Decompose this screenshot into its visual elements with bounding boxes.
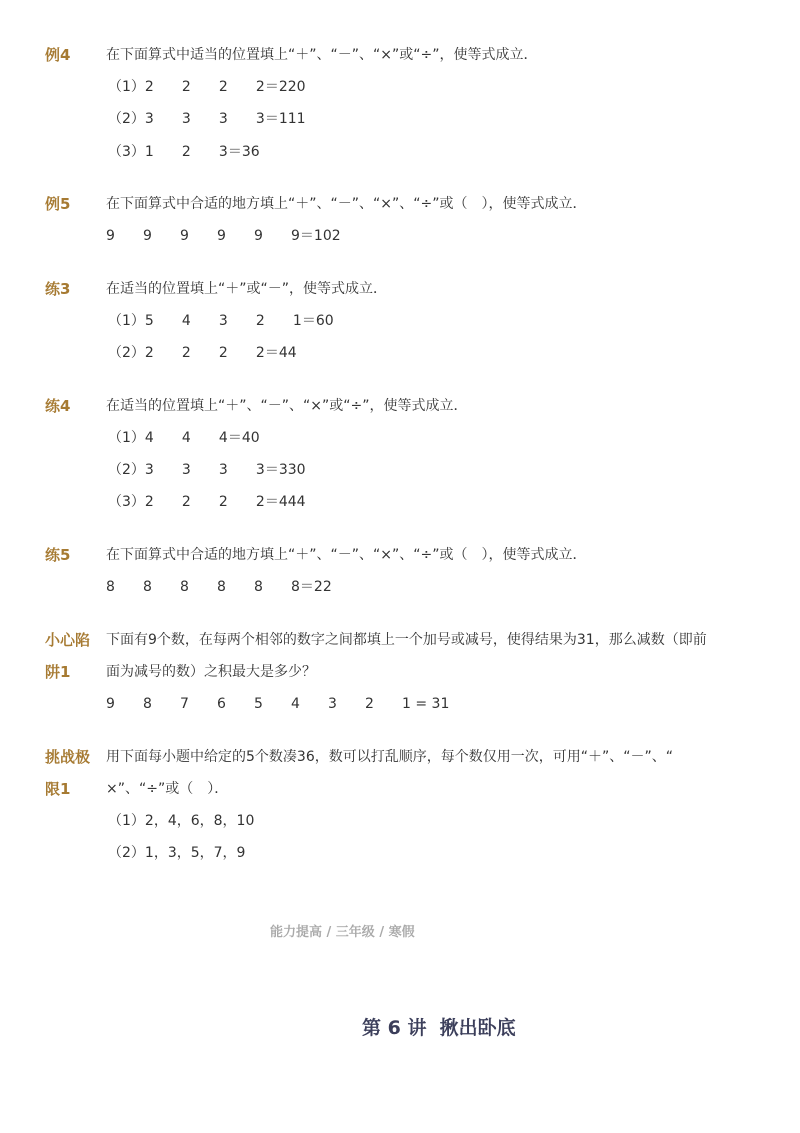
problem-body: [106, 539, 785, 603]
expression-row: [106, 220, 785, 252]
problem-text: 在适当的位置填上“＋”、“－”、“×”或“÷”，使等式成立．: [106, 397, 468, 414]
expression-term: 1＝60: [292, 313, 334, 330]
problem-section: [45, 188, 785, 252]
expression-term: 3: [144, 462, 154, 479]
expression-term: 2: [181, 79, 191, 96]
problem-label: [45, 539, 106, 571]
expression-term: 2: [365, 696, 374, 713]
expression-term: 3: [144, 111, 154, 128]
expression-term: 9: [106, 696, 115, 713]
problem-text: 在下面算式中适当的位置填上“＋”、“－”、“×”或“÷”，使等式成立．: [106, 47, 538, 63]
expression-term: 5: [254, 696, 263, 713]
expression-term: 9: [254, 228, 263, 245]
problem-body: [106, 188, 785, 252]
expression-term: 1: [144, 143, 154, 160]
expression-term: 3: [181, 462, 191, 479]
problem-body: [106, 741, 785, 870]
problem-section: [45, 390, 785, 519]
problem-body: [106, 390, 785, 519]
sub-question-number: （2）: [108, 845, 145, 862]
sub-question-number: （1）: [108, 313, 145, 330]
expression-row: [106, 337, 785, 369]
problem-text: 下面有9个数，在每两个相邻的数字之间都填上一个加号或减号，使得结果为31，那么减数（即前: [106, 631, 707, 648]
expression-row: [106, 454, 785, 486]
sub-question-number: （1）: [108, 430, 145, 447]
problem-label: [45, 741, 106, 805]
expression-term: 2＝44: [255, 345, 297, 362]
problem-label: [45, 624, 106, 688]
expression-term: 2: [144, 79, 154, 96]
expression-row: [106, 422, 785, 454]
problem-body: [106, 39, 785, 168]
expression-term: 1 = 31: [402, 696, 450, 713]
expression-term: 9: [106, 228, 115, 245]
expression-term: 8: [254, 579, 263, 596]
problem-label: [45, 39, 106, 71]
sub-question-number: （1）: [108, 79, 145, 96]
problem-label-line: 例4: [45, 46, 71, 64]
expression-term: 9＝102: [291, 228, 341, 245]
problem-text: 在下面算式中合适的地方填上“＋”、“－”、“×”、“÷”或（ ），使等式成立．: [106, 547, 587, 563]
sub-question-number: （3）: [108, 494, 145, 511]
expression-term: 9: [143, 228, 152, 245]
expression-term: 2: [218, 345, 228, 362]
expression-term: 2: [181, 345, 191, 362]
expression-row: [106, 805, 785, 837]
expression-row: [106, 571, 785, 603]
problem-section: [45, 273, 785, 370]
problem-section: [45, 624, 785, 721]
expression-term: 8: [180, 579, 189, 596]
expression-term: 2: [144, 494, 154, 511]
expression-term: 2＝220: [255, 79, 306, 96]
expression-term: 2: [144, 345, 154, 362]
problem-body: [106, 624, 785, 721]
sub-question-number: （3）: [108, 143, 145, 160]
expression-term: 9: [217, 228, 226, 245]
problem-text: 在适当的位置填上“＋”或“－”，使等式成立．: [106, 280, 388, 297]
problem-label: [45, 188, 106, 220]
problem-label-line: 阱1: [45, 662, 71, 681]
problem-label: [45, 273, 106, 305]
expression-term: 2，4，6，8，10: [144, 813, 255, 830]
expression-term: 7: [180, 696, 189, 713]
expression-term: 3: [181, 111, 191, 128]
expression-term: 3＝330: [255, 462, 306, 479]
problem-section: [45, 539, 785, 603]
expression-row: [106, 486, 785, 518]
sub-question-number: （2）: [108, 462, 145, 479]
expression-term: 8: [143, 696, 152, 713]
problem-label-line: 练3: [45, 279, 71, 298]
expression-term: 2: [181, 143, 191, 160]
problem-text: 用下面每小题中给定的5个数凑36，数可以打乱顺序，每个数仅用一次，可用“＋”、“－”、“: [106, 748, 673, 765]
expression-term: 1，3，5，7，9: [144, 845, 246, 862]
problem-label-line: 练4: [45, 396, 71, 415]
expression-term: 2: [255, 313, 265, 330]
expression-term: 5: [144, 313, 154, 330]
problem-text: ×”、“÷”或（ ）．: [106, 780, 229, 797]
problem-section: [45, 39, 785, 168]
expression-term: 4: [144, 430, 154, 447]
problem-label: [45, 390, 106, 422]
expression-term: 3: [218, 462, 228, 479]
problem-label-line: 挑战极: [45, 747, 91, 766]
expression-row: [106, 71, 785, 103]
expression-term: 3: [218, 313, 228, 330]
expression-row: [106, 688, 785, 720]
problem-label-line: 小心陷: [45, 630, 91, 649]
expression-term: 2: [218, 494, 228, 511]
expression-term: 3: [218, 111, 228, 128]
problem-label-line: 例5: [45, 195, 71, 214]
expression-term: 8＝22: [291, 579, 332, 596]
expression-term: 2＝444: [255, 494, 306, 511]
problem-text: 在下面算式中合适的地方填上“＋”、“－”、“×”、“÷”或（ ），使等式成立．: [106, 196, 587, 213]
sub-question-number: （1）: [108, 813, 145, 830]
expression-term: 8: [143, 579, 152, 596]
sub-question-number: （2）: [108, 111, 145, 128]
problem-body: [106, 273, 785, 370]
expression-term: 6: [217, 696, 226, 713]
expression-term: 2: [181, 494, 191, 511]
expression-row: [106, 103, 785, 135]
expression-row: [106, 837, 785, 869]
expression-term: 3＝111: [255, 111, 306, 128]
expression-row: [106, 136, 785, 168]
expression-row: [106, 305, 785, 337]
expression-term: 4: [181, 430, 191, 447]
problem-label-line: 练5: [45, 546, 71, 564]
expression-term: 4＝40: [218, 430, 260, 447]
problem-list: [45, 39, 785, 890]
sub-question-number: （2）: [108, 345, 145, 362]
expression-term: 3: [328, 696, 337, 713]
expression-term: 4: [291, 696, 300, 713]
expression-term: 3＝36: [218, 143, 260, 160]
expression-term: 9: [180, 228, 189, 245]
problem-text: 面为减号的数）之积最大是多少？: [106, 663, 316, 680]
problem-section: [45, 741, 785, 870]
footer-breadcrumb: 能力提高 / 三年级 / 寒假: [270, 925, 415, 940]
expression-term: 8: [106, 579, 115, 596]
lecture-title: 第 6 讲 揪出卧底: [362, 1017, 516, 1039]
expression-term: 8: [217, 579, 226, 596]
expression-term: 4: [181, 313, 191, 330]
expression-term: 2: [218, 79, 228, 96]
problem-label-line: 限1: [45, 779, 71, 798]
